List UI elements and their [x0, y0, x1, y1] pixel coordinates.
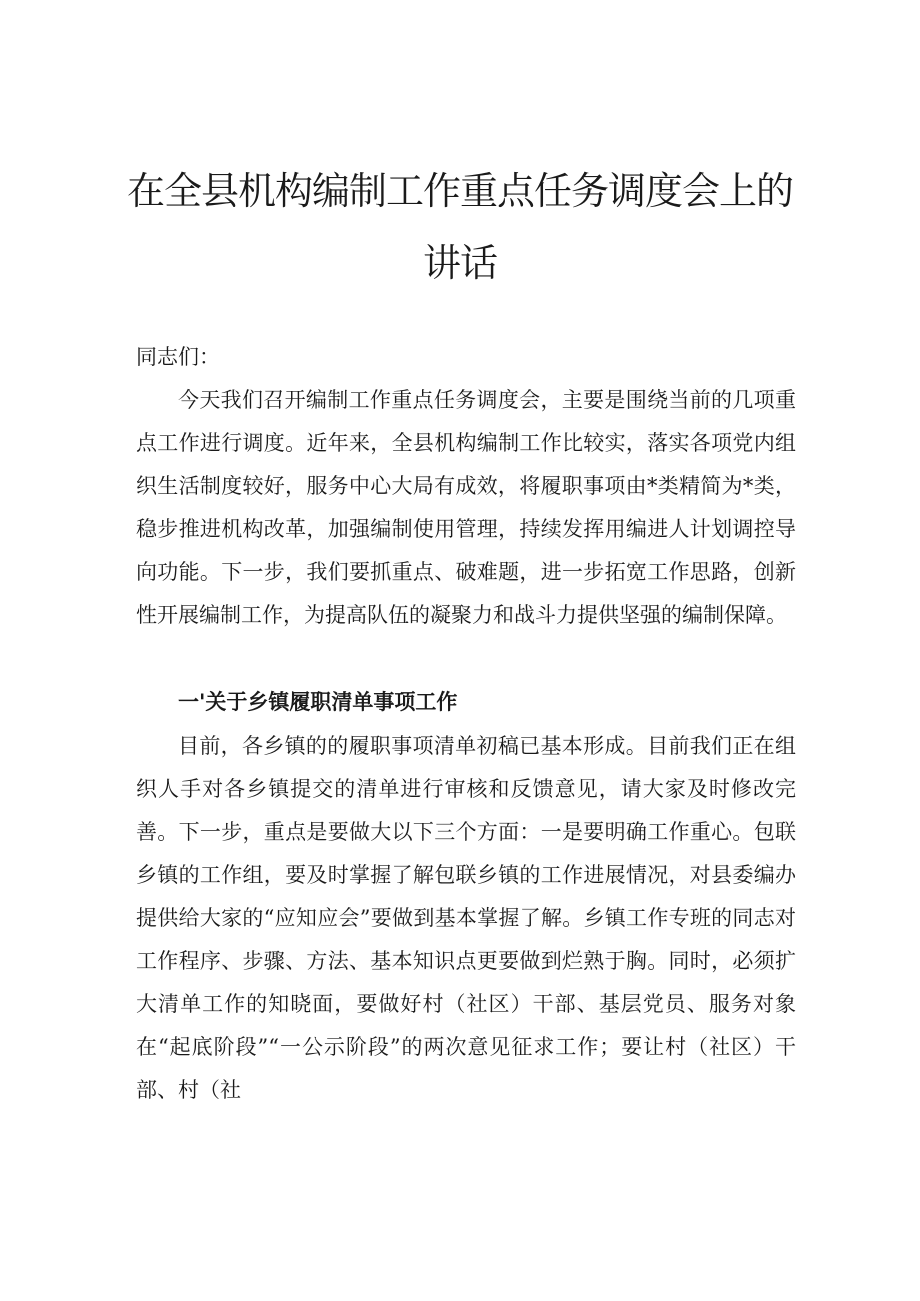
- paragraph-section1: 目前，各乡镇的的履职事项清单初稿已基本形成。目前我们正在组织人手对各乡镇提交的清单进行审核和反馈意见，请大家及时修改完善。下一步，重点是要做大以下三个方面：一是要明确工作重心。包联乡镇的工作组，要及时掌握了解包联乡镇的工作进展情况，对县委编办提供给大家的“应知应会”要做到基本掌握了解。乡镇工作专班的同志对工作程序、步骤、方法、基本知识点更要做到烂熟于胸。同时，必须扩大清单工作的知晓面，要做好村（社区）干部、基层党员、服务对象在“起底阶段”“一公示阶段”的两次意见征求工作；要让村（社区）干部、村（社: [136, 734, 796, 1102]
- section-heading: 一'关于乡镇履职清单事项工作: [178, 690, 458, 714]
- document-title-line2: 讲话: [422, 241, 497, 285]
- paragraph-intro: 今天我们召开编制工作重点任务调度会，主要是围绕当前的几项重点工作进行调度。近年来，全县机构编制工作比较实，落实各项党内组织生活制度较好，服务中心大局有成效，将履职事项由*类精简为*类，稳步推进机构改革，加强编制使用管理，持续发挥用编进人计划调控导向功能。下一步，我们要抓重点、破难题，进一步拓宽工作思路，创新性开展编制工作，为提高队伍的凝聚力和战斗力提供坚强的编制保障。: [136, 388, 796, 627]
- greeting: 同志们：: [136, 345, 220, 369]
- document-title-line1: 在全县机构编制工作重点任务调度会上的: [126, 169, 793, 213]
